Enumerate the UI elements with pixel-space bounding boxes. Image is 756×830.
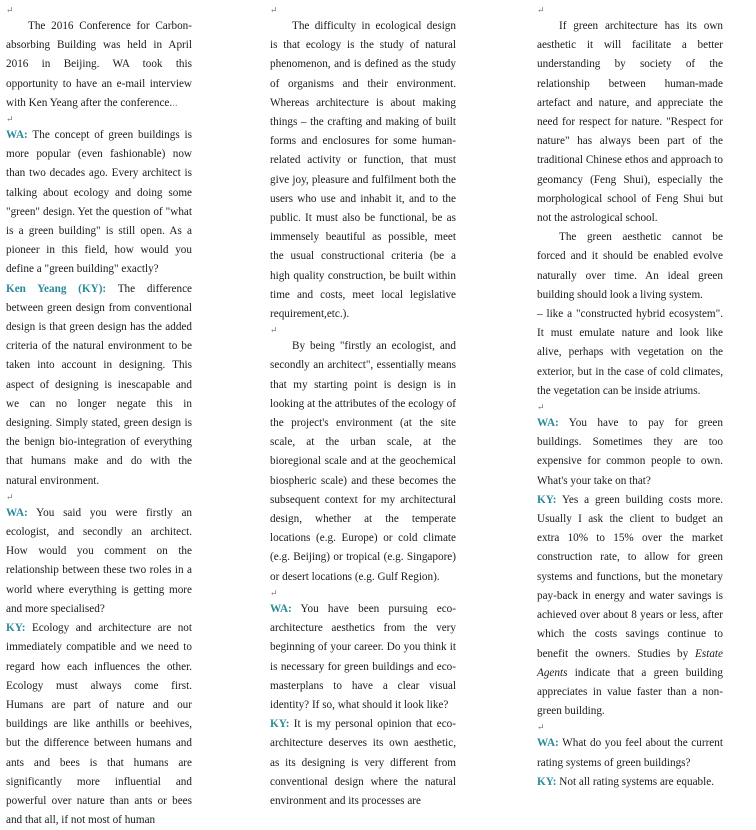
intro-text: The 2016 Conference for Carbon-absorbing Building was held in April 2016 in Beijing. WA took this opportunity to have an e-mail interview with Ken Yeang after the conference. xyxy=(6,20,192,109)
italic-text: Estate Agents xyxy=(537,647,723,679)
question-text: You have to pay for green buildings. Sometimes they are too expensive for common people to own. What's your take on that? xyxy=(537,417,723,487)
speaker-label: WA: xyxy=(6,506,28,519)
speaker-label: WA: xyxy=(6,129,28,142)
body-text: – like a "constructed hybrid ecosystem". It must emulate nature and look like alive, perhaps with vegetation on the exterior, but in the case of cold climates, the vegetation can be inside atriums. xyxy=(537,308,723,397)
body-text: If green architecture has its own aesthetic it will facilitate a better understanding by society of the relationship between human-made artefact and nature, and appreciate the need for respect for nature. "Respect for nature" has always been part of the traditional Chinese ethos and approach to geomancy (Feng Shui), especially the morphological school of Feng Shui but not the astrological school. xyxy=(537,20,723,225)
answer-5 xyxy=(537,773,723,792)
paragraph-mark: ↵ xyxy=(6,491,14,502)
question-text: You said you were firstly an ecologist, and secondly an architect. How would you comment on the relationship between these two roles in a world where everything is getting more and more specialised? xyxy=(6,506,193,615)
question-text: You have been pursuing eco-architecture aesthetics from the very beginning of your career. Do you think it is necessary for green buildings and eco-masterplans to have a clear visual identity? If so, what should it look like? xyxy=(270,602,456,711)
speaker-label: WA: xyxy=(537,417,559,430)
speaker-label: WA: xyxy=(537,737,559,750)
body-text: The green aesthetic cannot be forced and it should be enabled evolve naturally over time. An ideal green building should look a living system. xyxy=(537,231,723,301)
paragraph-mark: ↵ xyxy=(270,5,278,15)
column-3 xyxy=(537,4,723,792)
speaker-label: WA: xyxy=(270,602,292,615)
body-text: By being "firstly an ecologist, and secondly an architect", essentially means that my starting point is design is in looking at the attributes of the ecology of the project's environment (at the site scale, at the urban scale, at the bioregional scale and at the geochemical biospheric scale) and these becomes the subsequent context for my architectural design, whether at the temperate locations (e.g. Europe) or cold climate (e.g. Beijing) or tropical (e.g. Singapore) or desert locations (e.g. Gulf Region). xyxy=(270,340,456,583)
speaker-label: KY: xyxy=(6,622,26,635)
speaker-label: Ken Yeang (KY): xyxy=(6,282,107,295)
paragraph-mark: ↵ xyxy=(537,722,545,733)
column-1 xyxy=(6,4,192,830)
paragraph-mark: ↵ xyxy=(6,5,14,15)
answer-2 xyxy=(6,619,192,830)
paragraph-mark: ↵ xyxy=(270,587,278,598)
answer-text: It is my personal opinion that eco-architecture deserves its own aesthetic, as its designing is very different from conventional design where the natural environment and its processes are xyxy=(270,718,457,807)
column-2 xyxy=(270,4,456,811)
answer-text: The difference between green design from conventional design is that green design has the added criteria of the natural environment to be taken into account in designing. This aspect of designing is inescapable and we can no longer negate this in designing. Simply stated, green design is the benign bio-integration of everything that humans make and do with the natural environment. xyxy=(6,282,192,487)
paragraph-mark: ↵ xyxy=(537,402,545,413)
question-2 xyxy=(6,504,192,619)
speaker-label: KY: xyxy=(537,493,557,506)
body-paragraph xyxy=(537,228,723,305)
question-3 xyxy=(270,600,456,715)
answer-text: Ecology and architecture are not immediately compatible and we need to regard how each influences the other. Ecology must always come first. Humans are part of nature and our buildings are like anthills or beehives, but the difference between humans and ants and bees is that humans are significantly more influential and powerful over nature than ants or bees and that all, if not most of human xyxy=(6,622,192,827)
speaker-label: KY: xyxy=(270,718,290,731)
speaker-label: KY: xyxy=(537,775,557,788)
intro-paragraph: The 2016 Conference for Carbon-absorbing Building was held in April 2016 in Beijing. WA took this opportunity to have an e-mail interview with Ken Yeang after the conference... xyxy=(6,20,192,109)
body-paragraph xyxy=(270,337,456,587)
question-4 xyxy=(537,414,723,491)
paragraph-mark: ↵ xyxy=(6,114,14,125)
answer-4 xyxy=(537,491,723,721)
body-paragraph xyxy=(537,305,723,401)
question-1 xyxy=(6,126,192,280)
body-paragraph xyxy=(270,17,456,324)
question-text: The concept of green buildings is more popular (even fashionable) now than two decades ago. Every architect is talking about ecology and doing some "green" design. Yet the question of "what is a green building" is still open. As a pioneer in this field, how would you define a "green building" exactly? xyxy=(6,129,192,276)
question-5 xyxy=(537,734,723,772)
paragraph-mark: ↵ xyxy=(270,325,278,336)
body-paragraph xyxy=(537,17,723,228)
body-text: The difficulty in ecological design is that ecology is the study of natural phenomenon, and is defined as the study of organisms and their environment. Whereas architecture is about making things – the crafting and making of built forms and enclosures for some human-related activity or function, that must give joy, pleasure and fulfilment both the users who use and inhabit it, and to the public. It must also be functional, be as immensely beautiful as possible, meet the usual constructional criteria (be a high quality construction, be built within time and costs, meet local legislative requirement,etc.). xyxy=(270,20,456,321)
paragraph-mark: ↵ xyxy=(537,5,545,15)
answer-text: indicate that a green building appreciates in value faster than a non-green building. xyxy=(537,666,723,718)
answer-3 xyxy=(270,715,456,811)
answer-text: Not all rating systems are equable. xyxy=(559,775,714,788)
answer-text: Yes a green building costs more. Usually I ask the client to budget an extra 10% to 15% over the market construction rate, to allow for green systems and functions, but the monetary pay-back in energy and water savings is achieved over about 8 years or less, after which the costs savings continue to benefit the owners. Studies by xyxy=(537,493,723,660)
answer-1 xyxy=(6,280,192,491)
question-text: What do you feel about the current rating systems of green buildings? xyxy=(537,737,723,769)
